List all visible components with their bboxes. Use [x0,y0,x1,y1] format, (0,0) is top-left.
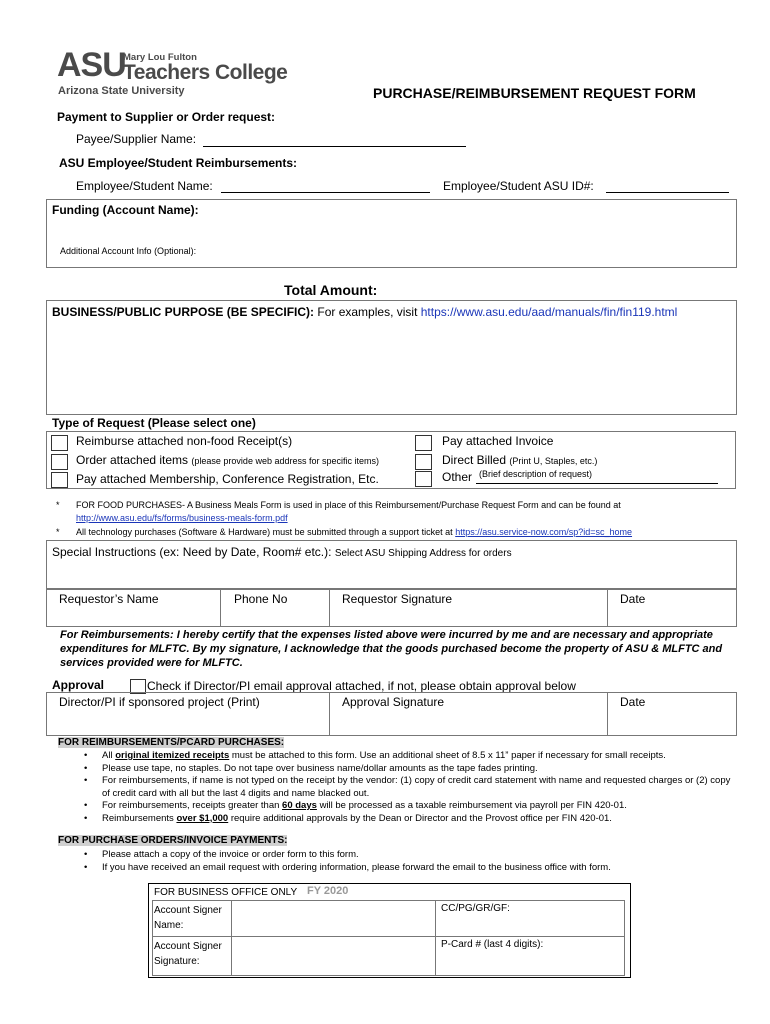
purpose-line [52,305,677,319]
phone-label: Phone No [234,592,288,606]
reimb-heading [58,737,284,748]
signer-name-line1: Account Signer [154,905,222,916]
reimburse-receipts-checkbox[interactable] [51,435,68,451]
special-label: Special Instructions (ex: Need by Date, Room# etc.): [52,545,332,559]
food-note-link[interactable]: http://www.asu.edu/fs/forms/business-meals-form.pdf [76,513,288,523]
purpose-link[interactable]: https://www.asu.edu/aad/manuals/fin/fin119.html [420,305,678,319]
request-divider-bottom [46,488,736,489]
food-note-star: * [56,500,60,510]
total-amount-label: Total Amount: [284,282,378,298]
signer-name-label [154,903,222,933]
membership-label: Pay attached Membership, Conference Registration, Etc. [76,472,379,486]
purpose-label: BUSINESS/PUBLIC PURPOSE (BE SPECIFIC): [52,305,315,319]
employee-id-label: Employee/Student ASU ID#: [443,179,594,193]
approval-divider-1 [329,692,330,735]
employee-name-label: Employee/Student Name: [76,179,213,193]
cc-label: CC/PG/GR/GF: [441,903,510,914]
payee-field[interactable] [203,145,466,147]
employee-name-field[interactable] [221,191,430,193]
request-right-border [735,431,736,488]
reimb-bullet-3 [64,775,732,800]
order-items-line [76,453,379,467]
office-heading: FOR BUSINESS OFFICE ONLY [154,887,298,898]
signer-name-line2: Name: [154,920,184,931]
order-items-label: Order attached items [76,453,189,467]
reimb-b4-pre: For reimbursements, receipts greater than [102,800,280,811]
food-note-text: FOR FOOD PURCHASES- A Business Meals Form is used in place of this Reimbursement/Purchase Request Form and can be found at [76,500,621,510]
reimb-heading-text: FOR REIMBURSEMENTS/PCARD PURCHASES: [58,737,285,748]
requestor-signature-label: Requestor Signature [342,592,453,606]
requestor-divider-1 [220,588,221,626]
logo-mark: ASU [57,46,126,84]
approval-label: Approval [52,678,105,692]
pcard-label: P-Card # (last 4 digits): [441,939,544,950]
tech-note-star: * [56,527,60,537]
approval-check-text: Check if Director/PI email approval attached, if not, please obtain approval below [147,679,576,693]
po-bullet-1 [64,849,732,862]
reimb-b1-post: must be attached to this form. Use an additional sheet of 8.5 x 11” paper if necessary for small receipts. [231,750,666,761]
reimb-b4-post: will be processed as a taxable reimbursement via payroll per FIN 420-01. [319,800,627,811]
employee-id-field[interactable] [606,191,729,193]
reimb-b5-pre: Reimbursements [102,812,174,824]
order-items-note: (please provide web address for specific items) [191,456,379,466]
special-hint: Select ASU Shipping Address for orders [334,548,512,559]
signer-sig-label [154,939,222,969]
office-inner-table [152,900,625,976]
purpose-text: For examples, visit [317,305,418,319]
form-title: PURCHASE/REIMBURSEMENT REQUEST FORM [373,85,696,101]
reimb-b1-em: original itemized receipts [115,750,230,761]
request-type-heading: Type of Request (Please select one) [52,416,256,430]
certification-text: For Reimbursements: I hereby certify that the expenses listed above were incurred by me and are necessary and appropriate expenditures for MLFTC. By my signature, I acknowledge that the goods purchased become the property of ASU & MLFTC and services provided were for MLFTC. [60,629,723,669]
payment-heading: Payment to Supplier or Order request: [57,110,276,124]
approval-date-label: Date [620,695,646,709]
po-b2: If you have received an email request with ordering information, please forward the email to the business office with form. [102,861,611,873]
reimb-bullet-2 [64,763,732,776]
membership-checkbox[interactable] [51,472,68,488]
director-label: Director/PI if sponsored project (Print) [59,695,260,709]
reimb-bullet-1 [64,750,732,763]
po-heading [58,835,287,846]
payee-label: Payee/Supplier Name: [76,132,197,146]
office-col-divider-2 [435,900,436,975]
asu-logo [57,48,297,98]
order-items-checkbox[interactable] [51,454,68,470]
funding-label: Funding (Account Name): [52,203,199,217]
signer-sig-line1: Account Signer [154,941,222,952]
request-divider-top [46,431,736,432]
request-left-border [46,431,47,488]
direct-billed-note: (Print U, Staples, etc.) [509,456,598,466]
special-line [52,545,512,559]
direct-billed-line [442,453,597,467]
logo-line1: Mary Lou Fulton [123,52,197,63]
pay-invoice-label: Pay attached Invoice [442,434,554,448]
office-fy: FY 2020 [307,885,349,897]
office-col-divider-1 [231,900,232,975]
other-checkbox[interactable] [415,471,432,487]
po-b1: Please attach a copy of the invoice or order form to this form. [102,849,359,860]
reimb-b5-post: require additional approvals by the Dean or Director and the Provost office per FIN 420-01. [230,812,612,824]
po-list [64,849,732,874]
logo-line2: Teachers College [123,61,288,84]
requestor-date-label: Date [620,592,646,606]
requestor-divider-2 [329,588,330,626]
other-note: (Brief description of request) [479,469,593,479]
reimb-b2: Please use tape, no staples. Do not tape over business name/dollar amounts as the tape fades printing. [102,762,538,774]
reimb-b4-em: 60 days [282,800,317,811]
requestor-divider-3 [607,588,608,626]
direct-billed-label: Direct Billed [442,453,507,467]
reimb-bullet-4 [64,800,732,813]
reimb-b5-em: over $1,000 [176,812,229,824]
tech-note-link[interactable]: https://asu.service-now.com/sp?id=sc_home [455,527,633,537]
other-label: Other [442,470,473,484]
pay-invoice-checkbox[interactable] [415,435,432,451]
logo-line3: Arizona State University [58,85,185,97]
tech-note-text: All technology purchases (Software & Hardware) must be submitted through a support ticket at [76,527,453,537]
direct-billed-checkbox[interactable] [415,454,432,470]
reimb-list [64,750,732,825]
additional-account-label: Additional Account Info (Optional): [60,246,197,256]
reimb-b3: For reimbursements, if name is not typed on the receipt by the vendor: (1) copy of credit card statement with name and requested charges or (2) copy of credit card with all but the last 4 digits and name blacked out. [102,775,731,799]
requestor-name-label: Requestor’s Name [59,592,159,606]
approval-signature-label: Approval Signature [342,695,445,709]
other-field[interactable] [476,482,718,484]
tech-note-line [76,527,632,537]
office-row-divider [152,936,624,937]
employee-heading: ASU Employee/Student Reimbursements: [59,156,298,170]
signer-sig-line2: Signature: [154,956,200,967]
approval-divider-2 [607,692,608,735]
reimburse-receipts-label: Reimburse attached non-food Receipt(s) [76,434,293,448]
reimb-b1-pre: All [102,750,113,761]
po-heading-text: FOR PURCHASE ORDERS/INVOICE PAYMENTS: [58,835,288,846]
po-bullet-2 [64,862,732,875]
reimb-bullet-5 [64,813,732,826]
